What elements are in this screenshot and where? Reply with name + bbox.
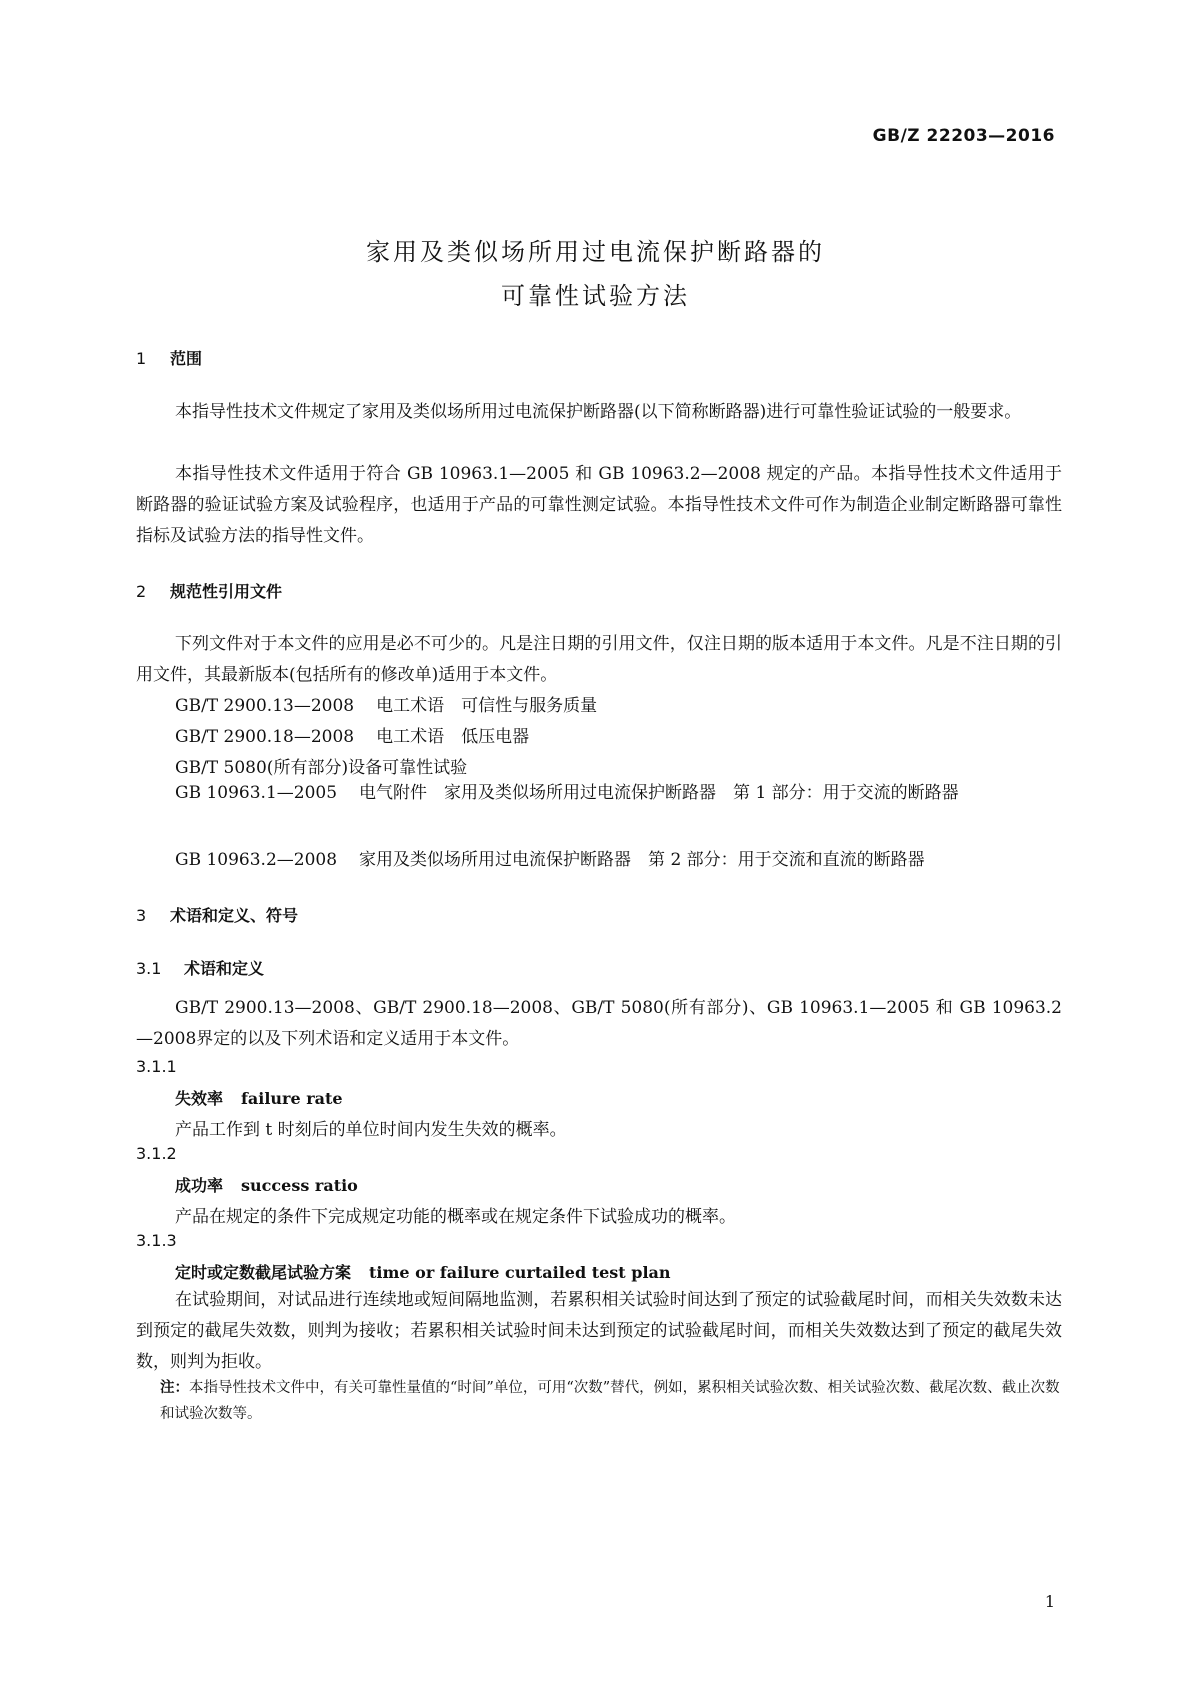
page-number: 1 [1044,1592,1055,1611]
document-title-line1: 家用及类似场所用过电流保护断路器的 [366,238,825,266]
reference-code: GB/T 2900.18—2008 [175,727,355,747]
section-2-paragraph-1: 下列文件对于本文件的应用是必不可少的。凡是注日期的引用文件，仅注日期的版本适用于本文件。凡是不注日期的引用文件，其最新版本(包括所有的修改单)适用于本文件。 [136,634,1062,685]
section-2-heading [136,579,282,602]
reference-title: 家用及类似场所用过电流保护断路器 第 2 部分：用于交流和直流的断路器 [359,850,925,870]
section-number: 2 [136,582,147,601]
reference-title: 设备可靠性试验 [348,758,468,778]
reference-item [175,722,529,747]
term-chinese: 成功率 [175,1176,224,1195]
term-definition: 在试验期间，对试品进行连续地或短间隔地监测，若累积相关试验时间达到了预定的试验截尾时间，而相关失效数未达到预定的截尾失效数，则判为接收；若累积相关试验时间未达到预定的试验截尾时间，而相关失效数达到了预定的截尾失效数，则判为拒收。 [136,1290,1062,1372]
section-1-heading [136,346,202,369]
section-title: 规范性引用文件 [170,582,283,601]
section-3-1-intro: GB/T 2900.13—2008、GB/T 2900.18—2008、GB/T 5080(所有部分)、GB 10963.1—2005 和 GB 10963.2—2008界定的以及下列术语和定义适用于本文件。 [136,998,1062,1049]
reference-title: 电工术语 低压电器 [376,727,530,747]
reference-code: GB 10963.1—2005 [175,783,338,803]
term-number: 3.1.1 [136,1057,177,1076]
section-1-paragraph-1: 本指导性技术文件规定了家用及类似场所用过电流保护断路器(以下简称断路器)进行可靠性验证试验的一般要求。 [175,402,1022,422]
note-label: 注： [160,1380,189,1396]
section-title: 术语和定义、符号 [170,906,299,925]
term-heading [175,1260,671,1283]
subsection-number: 3.1 [136,959,162,978]
reference-title: 电工术语 可信性与服务质量 [376,696,598,716]
reference-code: GB 10963.2—2008 [175,850,338,870]
document-title-line2: 可靠性试验方法 [501,282,690,310]
standard-code: GB/Z 22203—2016 [872,126,1055,146]
note [160,1375,1062,1427]
reference-code: GB/T 5080(所有部分) [175,758,349,778]
section-3-heading [136,903,298,926]
section-1-paragraph-2: 本指导性技术文件适用于符合 GB 10963.1—2005 和 GB 10963.2—2008 规定的产品。本指导性技术文件适用于断路器的验证试验方案及试验程序，也适用于产品的可靠性测定试验。本指导性技术文件可作为制造企业制定断路器可靠性指标及试验方法的指导性文件。 [136,464,1062,546]
term-chinese: 定时或定数截尾试验方案 [175,1263,352,1282]
reference-item [136,778,1062,809]
reference-item [175,753,467,778]
reference-item [175,845,925,870]
reference-title: 电气附件 家用及类似场所用过电流保护断路器 第 1 部分：用于交流的断路器 [359,783,959,803]
section-number: 3 [136,906,147,925]
reference-item [175,691,597,716]
term-number: 3.1.3 [136,1231,177,1250]
section-number: 1 [136,349,147,368]
term-english: time or failure curtailed test plan [369,1263,671,1282]
term-chinese: 失效率 [175,1089,224,1108]
note-text: 本指导性技术文件中，有关可靠性量值的“时间”单位，可用“次数”替代，例如，累积相关试验次数、相关试验次数、截尾次数、截止次数和试验次数等。 [160,1380,1060,1422]
term-english: failure rate [241,1089,343,1108]
term-number: 3.1.2 [136,1144,177,1163]
section-3-1-heading [136,956,264,979]
term-definition: 产品工作到 t 时刻后的单位时间内发生失效的概率。 [175,1120,567,1140]
term-definition: 产品在规定的条件下完成规定功能的概率或在规定条件下试验成功的概率。 [175,1207,736,1227]
reference-code: GB/T 2900.13—2008 [175,696,355,716]
subsection-title: 术语和定义 [184,959,265,978]
term-heading [175,1173,358,1196]
section-title: 范围 [170,349,203,368]
term-heading [175,1086,343,1109]
term-english: success ratio [241,1176,358,1195]
